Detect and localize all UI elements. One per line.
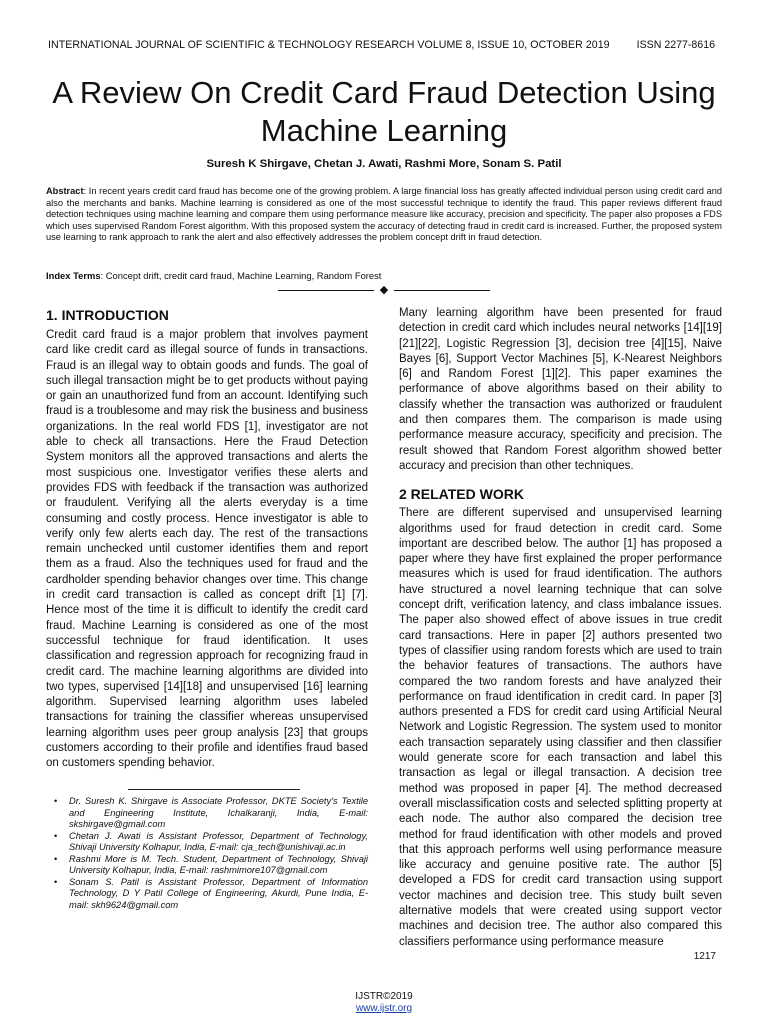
- footnote-item: [54, 854, 368, 877]
- footnote-text: Dr. Suresh K. Shirgave is Associate Professor, DKTE Society's Textile and Engineering Institute, Ichalkaranji, India, E-mail: skshirgave@gmail.com: [69, 796, 368, 829]
- abstract-text: : In recent years credit card fraud has become one of the growing problem. A large financial loss has greatly affected individual person using credit card and also the merchants and banks. Machine learning is considered as one of the most successful technique to identify the fraud. This paper reviews different fraud detection techniques using machine learning and compare them using performance measure like accuracy, precision and specificity. The paper also proposes a FDS which uses supervised Random Forest algorithm. With this proposed system the accuracy of detecting fraud in credit card is increased. Further, the proposed system use learning to rank approach to rank the alert and also effectively addresses the problem concept drift in fraud detection.: [46, 186, 722, 242]
- journal-header: INTERNATIONAL JOURNAL OF SCIENTIFIC & TECHNOLOGY RESEARCH VOLUME 8, ISSUE 10, OCTOBER 2019: [48, 39, 610, 51]
- related-work-heading: 2 RELATED WORK: [399, 486, 524, 503]
- issn-label: ISSN 2277-8616: [636, 39, 715, 51]
- footnote-text: Rashmi More is M. Tech. Student, Department of Technology, Shivaji University Kolhapur, India, E-mail: rashmimore107@gmail.com: [69, 853, 368, 875]
- right-column: [399, 306, 722, 950]
- index-terms: [46, 270, 381, 281]
- footnote-item: [54, 796, 368, 831]
- diamond-icon: ◆: [379, 284, 389, 296]
- footnote-text: Chetan J. Awati is Assistant Professor, Department of Technology, Shivaji University Kolhapur, India, E-mail: cja_tech@unishivaji.ac.in: [69, 830, 368, 852]
- journal-website-link[interactable]: www.ijstr.org: [355, 1003, 413, 1014]
- separator-line-right: [394, 290, 490, 291]
- section-separator: [270, 283, 498, 297]
- abstract-label: Abstract: [46, 186, 84, 196]
- introduction-heading: 1. INTRODUCTION: [46, 307, 169, 323]
- footnote-item: [54, 877, 368, 912]
- index-terms-label: Index Terms: [46, 270, 101, 281]
- left-column: [46, 305, 368, 772]
- introduction-continuation: Many learning algorithm have been presented for fraud detection in credit card which includes neural networks [14][19][21][22], Logistic Regression [3], decision tree [4][15], Naive Bayes [6], Support Vector Machines [5], K-Nearest Neighbors [6] and Random Forest [1][2]. This paper examines the performance of above algorithms based on their ability to classify whether the transaction was authorized or fraudulent and then compares them. The comparison is made using performance measure accuracy, specificity and precision. The result showed that Random Forest algorithm showed better accuracy and precision than other techniques.: [399, 307, 722, 472]
- page-number: 1217: [693, 951, 716, 962]
- footnote-text: Sonam S. Patil is Assistant Professor, Department of Information Technology, D Y Patil College of Engineering, Akurdi, Pune India, E-mail: skh9624@gmail.com: [69, 876, 368, 910]
- author-footnotes: [54, 796, 368, 911]
- paper-title: A Review On Credit Card Fraud Detection Using Machine Learning: [52, 75, 716, 148]
- copyright-text: IJSTR©2019: [355, 991, 413, 1002]
- abstract: [46, 186, 722, 244]
- footnote-rule: [128, 789, 300, 790]
- bullet-icon: •: [54, 876, 58, 887]
- separator-line-left: [278, 290, 374, 291]
- footnote-item: [54, 831, 368, 854]
- introduction-paragraph: Credit card fraud is a major problem that involves payment card like credit card as illegal source of funds in transactions. Fraud is an illegal way to obtain goods and funds. The goal of such illegal transaction might be to get products without paying or gain an unauthorized fund from an account. Identifying such fraud is a troublesome and may risk the business and business organizations. In the real world FDS [1], investigator are not able to check all transactions. Here the Fraud Detection System monitors all the approved transactions and alerts the most suspicious one. Investigator verifies these alerts and provides FDS with feedback if the transaction was authorized or fraudulent. Verifying all the alerts everyday is a time consuming and costly process. Hence investigator is able to verify only few alerts each day. The rest of the transactions remain unchecked until customer identifies them and report them as a fraud. Also the techniques used for fraud and the cardholder spending behavior changes over time. This change in credit card transaction is called as concept drift [1] [7]. Hence most of the time it is difficult to identify the credit card fraud. Machine Learning is considered as one of the most successful technique for fraud identification. It uses classification and regression approach for recognizing fraud in credit card. The machine learning algorithms are divided into two types, supervised [14][18] and unsupervised [16] learning algorithm. Supervised learning algorithm uses labeled transactions for training the classifier whereas unsupervised learning algorithm uses peer group analysis [23] that groups customers according to their profile and identifies fraud based on customers spending behavior.: [46, 329, 368, 770]
- related-work-paragraph: There are different supervised and unsupervised learning algorithms used for fraud detection in credit card. Some important are described below. The author [1] has proposed a paper where they have first explained the proper performance measures which is used for fraud identification. The authors have structured a novel learning technique that can solve concept drift, verification latency, and class imbalance issues. The paper also showed effect of above issues in true credit card transactions. Here in paper [2] authors presented two types of classifier using random forests which are used to train the behavior features of transactions. The authors have compared the two random forests and have analyzed their performance on fraud identification in credit card. In paper [3] authors presented a FDS for credit card using Artificial Neural Network and Logistic Regression. The system used to monitor each transaction separately using classifier and then classifier would generate score for each transaction and label this transaction as legal or illegal transaction. A decision tree method was proposed in paper [4]. The method decreased overall misclassification costs and selected splitting property at each node. The author also compared the decision tree method for fraud identification with other models and proved that this approach performs well using performance measure like accuracy and genuine positive rate. The author [5] developed a FDS for credit card transaction using support vector machines and decision tree. This study built seven alternative models that were created using support vector machines and decision tree. The author also compared this classifiers performance using performance measure: [399, 507, 722, 948]
- page-footer: [0, 991, 768, 1015]
- bullet-icon: •: [54, 830, 58, 841]
- bullet-icon: •: [54, 853, 58, 864]
- author-list: Suresh K Shirgave, Chetan J. Awati, Rashmi More, Sonam S. Patil: [206, 158, 562, 170]
- index-terms-text: : Concept drift, credit card fraud, Machine Learning, Random Forest: [100, 270, 382, 281]
- bullet-icon: •: [54, 796, 58, 806]
